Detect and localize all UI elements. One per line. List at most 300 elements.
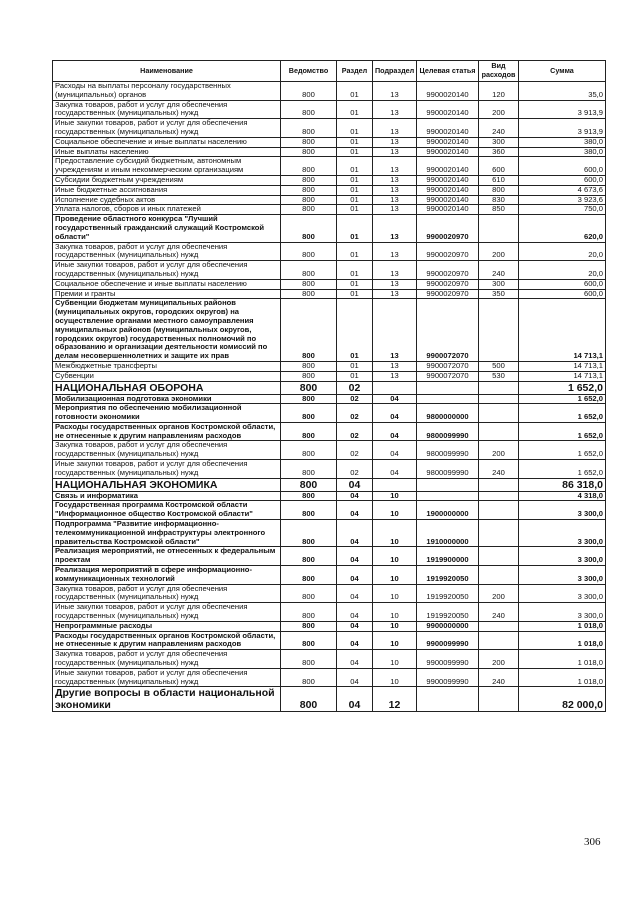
header-target-item: Целевая статья [417,61,479,82]
cell-subsection: 13 [373,289,417,299]
table-row [53,668,606,687]
cell-amount: 3 300,0 [519,547,606,566]
cell-department: 800 [281,621,337,631]
cell-section: 01 [337,215,373,242]
cell-name: Реализация мероприятий в сфере информационно-коммуникационных технологий [53,566,281,585]
cell-target-item [417,394,479,404]
cell-section: 04 [337,621,373,631]
cell-target-item [417,381,479,394]
cell-section: 01 [337,82,373,101]
cell-subsection: 10 [373,566,417,585]
page-number: 306 [584,836,601,848]
cell-department: 800 [281,501,337,520]
cell-section: 04 [337,491,373,501]
cell-target-item: 9900020140 [417,100,479,119]
cell-target-item: 1919920050 [417,603,479,622]
cell-department: 800 [281,371,337,381]
cell-section: 01 [337,137,373,147]
cell-section: 01 [337,147,373,157]
cell-amount: 86 318,0 [519,478,606,491]
cell-section: 01 [337,299,373,362]
table-row [53,441,606,460]
cell-section: 01 [337,261,373,280]
table-row [53,119,606,138]
cell-target-item: 9900020140 [417,185,479,195]
cell-name: Иные закупки товаров, работ и услуг для обеспечения государственных (муниципальных) нужд [53,261,281,280]
cell-department: 800 [281,299,337,362]
cell-amount: 4 318,0 [519,491,606,501]
cell-amount: 3 913,9 [519,100,606,119]
table-row [53,147,606,157]
cell-target-item [417,687,479,712]
cell-section: 04 [337,566,373,585]
cell-subsection [373,381,417,394]
cell-expense-type [479,631,519,650]
cell-department: 800 [281,261,337,280]
cell-expense-type: 240 [479,460,519,479]
cell-section: 02 [337,422,373,441]
table-row [53,687,606,712]
cell-target-item: 9900072070 [417,361,479,371]
cell-name: НАЦИОНАЛЬНАЯ ОБОРОНА [53,381,281,394]
cell-department: 800 [281,441,337,460]
cell-name: Субвенции бюджетам муниципальных районов (муниципальных округов, городских округов) на осуществление органами местного самоуправления муниципальных районов (муниципальных округов, городских округов) государственных полномочий по образованию и организации деятельности комиссий по делам несовершеннолетних и защите их прав [53,299,281,362]
cell-target-item: 1919920050 [417,584,479,603]
table-row [53,299,606,362]
cell-name: Субвенции [53,371,281,381]
table-row [53,547,606,566]
cell-name: Подпрограмма "Развитие информационно-телекоммуникационной инфраструктуры электронного правительства Костромской области" [53,520,281,547]
cell-section: 01 [337,185,373,195]
cell-expense-type: 200 [479,441,519,460]
table-row [53,404,606,423]
cell-name: Иные бюджетные ассигнования [53,185,281,195]
cell-target-item: 9900020970 [417,289,479,299]
cell-department: 800 [281,584,337,603]
cell-name: Субсидии бюджетным учреждениям [53,175,281,185]
cell-section: 04 [337,584,373,603]
cell-name: Уплата налогов, сборов и иных платежей [53,205,281,215]
cell-expense-type: 610 [479,175,519,185]
cell-amount: 3 913,9 [519,119,606,138]
cell-amount: 3 300,0 [519,584,606,603]
table-row [53,603,606,622]
cell-subsection: 13 [373,157,417,176]
table-row [53,460,606,479]
cell-name: Расходы на выплаты персоналу государственных (муниципальных) органов [53,82,281,101]
cell-section: 01 [337,157,373,176]
cell-expense-type: 300 [479,279,519,289]
cell-subsection: 04 [373,394,417,404]
cell-section: 02 [337,404,373,423]
cell-amount: 1 652,0 [519,441,606,460]
cell-subsection: 10 [373,584,417,603]
cell-target-item: 9900020970 [417,279,479,289]
cell-expense-type [479,215,519,242]
cell-amount: 600,0 [519,157,606,176]
cell-department: 800 [281,157,337,176]
table-row [53,650,606,669]
table-row [53,520,606,547]
cell-target-item: 9900020970 [417,215,479,242]
cell-name: Реализация мероприятий, не отнесенных к федеральным проектам [53,547,281,566]
cell-section: 04 [337,547,373,566]
cell-amount: 750,0 [519,205,606,215]
cell-target-item: 9900000000 [417,621,479,631]
table-row [53,371,606,381]
cell-section: 04 [337,478,373,491]
cell-expense-type: 600 [479,157,519,176]
cell-amount: 35,0 [519,82,606,101]
table-row [53,205,606,215]
cell-department: 800 [281,422,337,441]
table-header-row [53,61,606,82]
cell-subsection: 13 [373,371,417,381]
cell-name: Проведение областного конкурса "Лучший государственный гражданский служащий Костромской области" [53,215,281,242]
cell-subsection [373,478,417,491]
cell-target-item: 9900020140 [417,175,479,185]
cell-amount: 4 673,6 [519,185,606,195]
cell-section: 02 [337,441,373,460]
cell-name: Иные выплаты населению [53,147,281,157]
cell-section: 01 [337,195,373,205]
cell-amount: 20,0 [519,242,606,261]
cell-department: 800 [281,205,337,215]
cell-expense-type [479,381,519,394]
cell-department: 800 [281,100,337,119]
cell-department: 800 [281,137,337,147]
table-row [53,584,606,603]
cell-expense-type [479,422,519,441]
cell-name: Непрограммные расходы [53,621,281,631]
cell-amount: 3 300,0 [519,566,606,585]
cell-section: 01 [337,100,373,119]
table-row [53,195,606,205]
cell-amount: 600,0 [519,175,606,185]
header-expense-type: Вид расходов [479,61,519,82]
cell-department: 800 [281,185,337,195]
cell-target-item: 9800099990 [417,422,479,441]
cell-department: 800 [281,566,337,585]
cell-expense-type: 500 [479,361,519,371]
cell-department: 800 [281,668,337,687]
cell-section: 01 [337,242,373,261]
cell-name: Социальное обеспечение и иные выплаты населению [53,279,281,289]
cell-department: 800 [281,289,337,299]
cell-subsection: 10 [373,621,417,631]
cell-expense-type [479,547,519,566]
cell-expense-type: 240 [479,603,519,622]
cell-amount: 1 652,0 [519,394,606,404]
cell-subsection: 10 [373,491,417,501]
cell-name: Расходы государственных органов Костромской области, не отнесенные к другим направлениям расходов [53,422,281,441]
cell-name: Премии и гранты [53,289,281,299]
cell-name: Межбюджетные трансферты [53,361,281,371]
cell-department: 800 [281,175,337,185]
cell-department: 800 [281,547,337,566]
budget-table [52,60,606,712]
cell-target-item: 9900020140 [417,119,479,138]
cell-amount: 380,0 [519,137,606,147]
cell-expense-type: 240 [479,261,519,280]
cell-target-item: 1919920050 [417,566,479,585]
cell-target-item: 9900072070 [417,371,479,381]
cell-section: 01 [337,289,373,299]
cell-expense-type: 200 [479,100,519,119]
cell-department: 800 [281,404,337,423]
cell-target-item: 9900020140 [417,205,479,215]
table-row [53,175,606,185]
cell-name: Иные закупки товаров, работ и услуг для обеспечения государственных (муниципальных) нужд [53,119,281,138]
cell-subsection: 13 [373,279,417,289]
cell-target-item: 9900099990 [417,631,479,650]
cell-amount: 3 923,6 [519,195,606,205]
table-row [53,261,606,280]
cell-subsection: 13 [373,299,417,362]
cell-expense-type: 200 [479,650,519,669]
header-name: Наименование [53,61,281,82]
cell-expense-type: 830 [479,195,519,205]
cell-expense-type: 360 [479,147,519,157]
cell-amount: 1 652,0 [519,381,606,394]
cell-amount: 600,0 [519,279,606,289]
cell-section: 01 [337,175,373,185]
cell-department: 800 [281,361,337,371]
cell-target-item: 9900099990 [417,650,479,669]
cell-expense-type [479,520,519,547]
cell-expense-type [479,566,519,585]
cell-expense-type [479,621,519,631]
cell-subsection: 04 [373,460,417,479]
cell-subsection: 10 [373,603,417,622]
cell-department: 800 [281,460,337,479]
cell-subsection: 10 [373,520,417,547]
header-department: Ведомство [281,61,337,82]
cell-target-item: 9900020140 [417,82,479,101]
cell-department: 800 [281,147,337,157]
table-row [53,242,606,261]
cell-subsection: 13 [373,175,417,185]
cell-amount: 14 713,1 [519,371,606,381]
table-row [53,478,606,491]
cell-subsection: 13 [373,195,417,205]
cell-target-item: 9900020970 [417,261,479,280]
table-row [53,185,606,195]
cell-amount: 1 652,0 [519,460,606,479]
cell-expense-type [479,478,519,491]
cell-department: 800 [281,119,337,138]
cell-name: Мобилизационная подготовка экономики [53,394,281,404]
cell-target-item: 9900020140 [417,195,479,205]
cell-subsection: 13 [373,215,417,242]
cell-target-item: 9900099990 [417,668,479,687]
cell-department: 800 [281,631,337,650]
cell-name: Закупка товаров, работ и услуг для обеспечения государственных (муниципальных) нужд [53,242,281,261]
cell-target-item: 1900000000 [417,501,479,520]
cell-target-item [417,478,479,491]
cell-subsection: 13 [373,205,417,215]
cell-target-item: 9900072070 [417,299,479,362]
cell-subsection: 13 [373,242,417,261]
cell-amount: 3 300,0 [519,603,606,622]
cell-department: 800 [281,520,337,547]
cell-amount: 3 300,0 [519,501,606,520]
table-row [53,566,606,585]
cell-section: 04 [337,687,373,712]
cell-subsection: 04 [373,422,417,441]
cell-amount: 14 713,1 [519,361,606,371]
cell-amount: 1 018,0 [519,650,606,669]
cell-section: 01 [337,279,373,289]
cell-expense-type [479,404,519,423]
cell-subsection: 12 [373,687,417,712]
cell-name: Закупка товаров, работ и услуг для обеспечения государственных (муниципальных) нужд [53,584,281,603]
cell-name: Предоставление субсидий бюджетным, автономным учреждениям и иным некоммерческим организациям [53,157,281,176]
cell-amount: 1 018,0 [519,631,606,650]
cell-expense-type: 240 [479,119,519,138]
cell-expense-type: 850 [479,205,519,215]
cell-department: 800 [281,603,337,622]
cell-subsection: 13 [373,100,417,119]
cell-department: 800 [281,279,337,289]
table-row [53,501,606,520]
cell-section: 02 [337,394,373,404]
cell-subsection: 10 [373,650,417,669]
cell-subsection: 13 [373,137,417,147]
cell-department: 800 [281,491,337,501]
cell-section: 04 [337,603,373,622]
cell-subsection: 04 [373,441,417,460]
cell-name: Государственная программа Костромской области "Информационное общество Костромской области" [53,501,281,520]
header-subsection: Подраздел [373,61,417,82]
cell-target-item: 9900020140 [417,147,479,157]
table-row [53,289,606,299]
cell-section: 02 [337,460,373,479]
cell-amount: 3 300,0 [519,520,606,547]
table-row [53,631,606,650]
cell-section: 04 [337,631,373,650]
cell-department: 800 [281,82,337,101]
cell-name: Иные закупки товаров, работ и услуг для обеспечения государственных (муниципальных) нужд [53,603,281,622]
cell-name: Иные закупки товаров, работ и услуг для обеспечения государственных (муниципальных) нужд [53,460,281,479]
cell-name: Связь и информатика [53,491,281,501]
table-row [53,82,606,101]
cell-expense-type: 530 [479,371,519,381]
cell-expense-type [479,491,519,501]
cell-subsection: 13 [373,261,417,280]
cell-subsection: 13 [373,185,417,195]
cell-amount: 1 018,0 [519,621,606,631]
table-row [53,215,606,242]
cell-name: Расходы государственных органов Костромской области, не отнесенные к другим направлениям расходов [53,631,281,650]
cell-subsection: 13 [373,361,417,371]
cell-target-item: 9800000000 [417,404,479,423]
table-row [53,422,606,441]
table-row [53,361,606,371]
cell-subsection: 13 [373,147,417,157]
cell-target-item: 9900020970 [417,242,479,261]
cell-name: Закупка товаров, работ и услуг для обеспечения государственных (муниципальных) нужд [53,441,281,460]
cell-target-item: 1910000000 [417,520,479,547]
cell-department: 800 [281,687,337,712]
cell-name: Закупка товаров, работ и услуг для обеспечения государственных (муниципальных) нужд [53,100,281,119]
cell-expense-type: 200 [479,584,519,603]
table-row [53,157,606,176]
cell-subsection: 10 [373,547,417,566]
cell-department: 800 [281,215,337,242]
cell-section: 04 [337,668,373,687]
cell-amount: 82 000,0 [519,687,606,712]
cell-name: Исполнение судебных актов [53,195,281,205]
cell-expense-type [479,501,519,520]
cell-expense-type: 800 [479,185,519,195]
cell-section: 01 [337,361,373,371]
cell-amount: 1 652,0 [519,404,606,423]
cell-subsection: 04 [373,404,417,423]
cell-department: 800 [281,394,337,404]
table-row [53,491,606,501]
cell-section: 01 [337,119,373,138]
cell-name: Иные закупки товаров, работ и услуг для обеспечения государственных (муниципальных) нужд [53,668,281,687]
cell-expense-type [479,394,519,404]
cell-expense-type: 350 [479,289,519,299]
cell-name: НАЦИОНАЛЬНАЯ ЭКОНОМИКА [53,478,281,491]
table-row [53,394,606,404]
cell-section: 04 [337,520,373,547]
cell-subsection: 10 [373,668,417,687]
cell-amount: 1 018,0 [519,668,606,687]
cell-section: 04 [337,501,373,520]
cell-name: Социальное обеспечение и иные выплаты населению [53,137,281,147]
cell-target-item: 9800099990 [417,460,479,479]
header-amount: Сумма [519,61,606,82]
cell-subsection: 10 [373,631,417,650]
cell-target-item: 9800099990 [417,441,479,460]
cell-section: 01 [337,371,373,381]
header-section: Раздел [337,61,373,82]
cell-section: 02 [337,381,373,394]
cell-amount: 1 652,0 [519,422,606,441]
cell-amount: 380,0 [519,147,606,157]
cell-expense-type: 300 [479,137,519,147]
table-row [53,279,606,289]
cell-expense-type: 200 [479,242,519,261]
cell-department: 800 [281,195,337,205]
cell-expense-type: 120 [479,82,519,101]
cell-section: 04 [337,650,373,669]
table-row [53,381,606,394]
cell-section: 01 [337,205,373,215]
cell-amount: 620,0 [519,215,606,242]
cell-name: Закупка товаров, работ и услуг для обеспечения государственных (муниципальных) нужд [53,650,281,669]
cell-department: 800 [281,478,337,491]
cell-target-item: 1919900000 [417,547,479,566]
cell-expense-type: 240 [479,668,519,687]
cell-amount: 20,0 [519,261,606,280]
cell-amount: 14 713,1 [519,299,606,362]
cell-department: 800 [281,242,337,261]
cell-name: Другие вопросы в области национальной экономики [53,687,281,712]
cell-expense-type [479,687,519,712]
cell-target-item [417,491,479,501]
cell-name: Мероприятия по обеспечению мобилизационной готовности экономики [53,404,281,423]
table-row [53,137,606,147]
cell-subsection: 13 [373,119,417,138]
cell-department: 800 [281,381,337,394]
cell-expense-type [479,299,519,362]
cell-target-item: 9900020140 [417,157,479,176]
table-row [53,621,606,631]
